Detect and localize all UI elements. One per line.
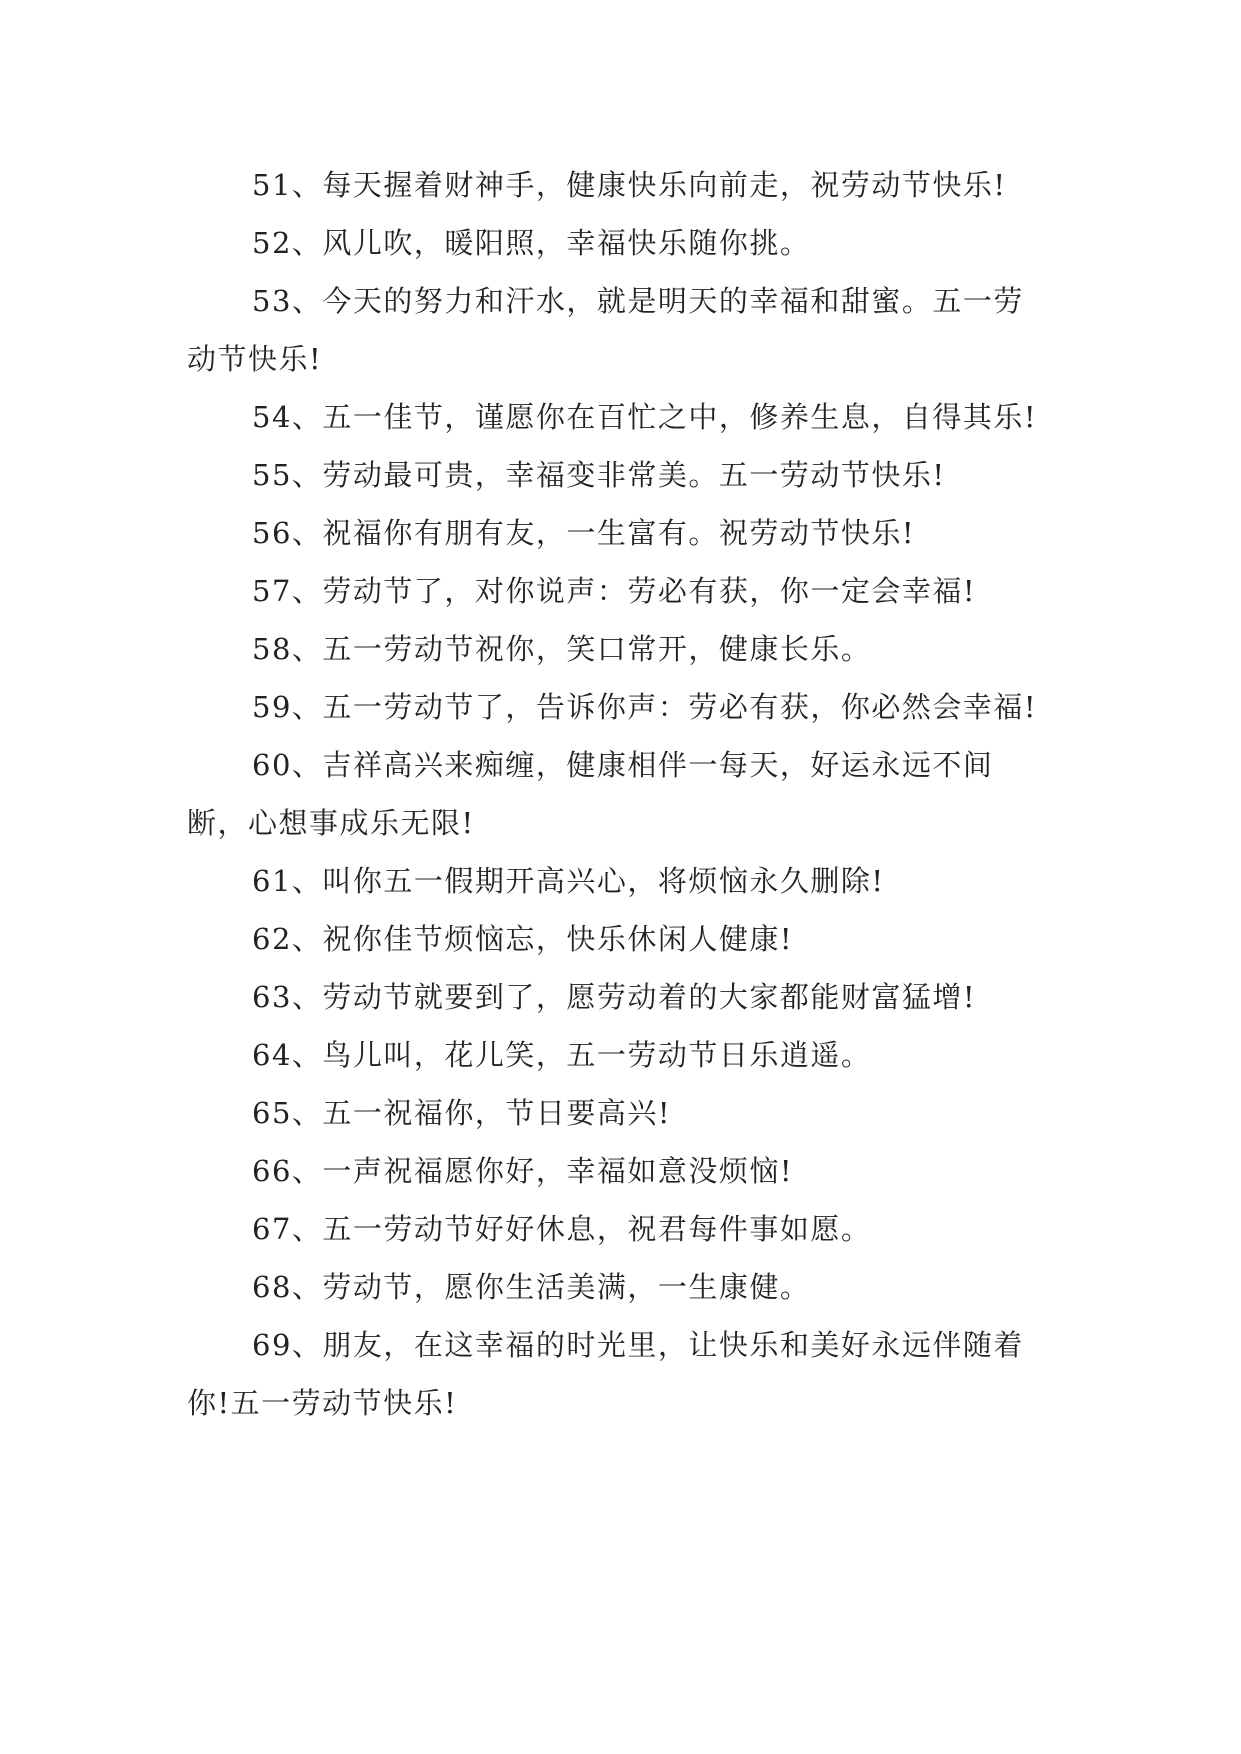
paragraph-51: 51、每天握着财神手，健康快乐向前走，祝劳动节快乐!: [252, 168, 1007, 202]
paragraph-64: 64、鸟儿叫，花儿笑，五一劳动节日乐逍遥。: [252, 1038, 872, 1072]
paragraph-58: 58、五一劳动节祝你，笑口常开，健康长乐。: [252, 632, 872, 666]
document-body: [187, 156, 1047, 1432]
paragraph-53: 53、今天的努力和汗水，就是明天的幸福和甜蜜。五一劳动节快乐!: [187, 284, 1024, 376]
paragraph-52: 52、风儿吹，暖阳照，幸福快乐随你挑。: [252, 226, 811, 260]
paragraph-61: 61、叫你五一假期开高兴心，将烦恼永久删除!: [252, 864, 885, 898]
paragraph-57: 57、劳动节了，对你说声：劳必有获，你一定会幸福!: [252, 574, 977, 608]
paragraph-55: 55、劳动最可贵，幸福变非常美。五一劳动节快乐!: [252, 458, 946, 492]
paragraph-65: 65、五一祝福你，节日要高兴!: [252, 1096, 672, 1130]
paragraph-60: 60、吉祥高兴来痴缠，健康相伴一每天，好运永远不间断，心想事成乐无限!: [187, 748, 994, 840]
paragraph-59: 59、五一劳动节了，告诉你声：劳必有获，你必然会幸福!: [252, 690, 1038, 724]
paragraph-63: 63、劳动节就要到了，愿劳动着的大家都能财富猛增!: [252, 980, 977, 1014]
paragraph-68: 68、劳动节，愿你生活美满，一生康健。: [252, 1270, 811, 1304]
paragraph-62: 62、祝你佳节烦恼忘，快乐休闲人健康!: [252, 922, 794, 956]
paragraph-66: 66、一声祝福愿你好，幸福如意没烦恼!: [252, 1154, 794, 1188]
paragraph-56: 56、祝福你有朋有友，一生富有。祝劳动节快乐!: [252, 516, 916, 550]
paragraph-67: 67、五一劳动节好好休息，祝君每件事如愿。: [252, 1212, 872, 1246]
paragraph-69: 69、朋友，在这幸福的时光里，让快乐和美好永远伴随着你!五一劳动节快乐!: [187, 1328, 1024, 1420]
paragraph-54: 54、五一佳节，谨愿你在百忙之中，修养生息，自得其乐!: [252, 400, 1038, 434]
